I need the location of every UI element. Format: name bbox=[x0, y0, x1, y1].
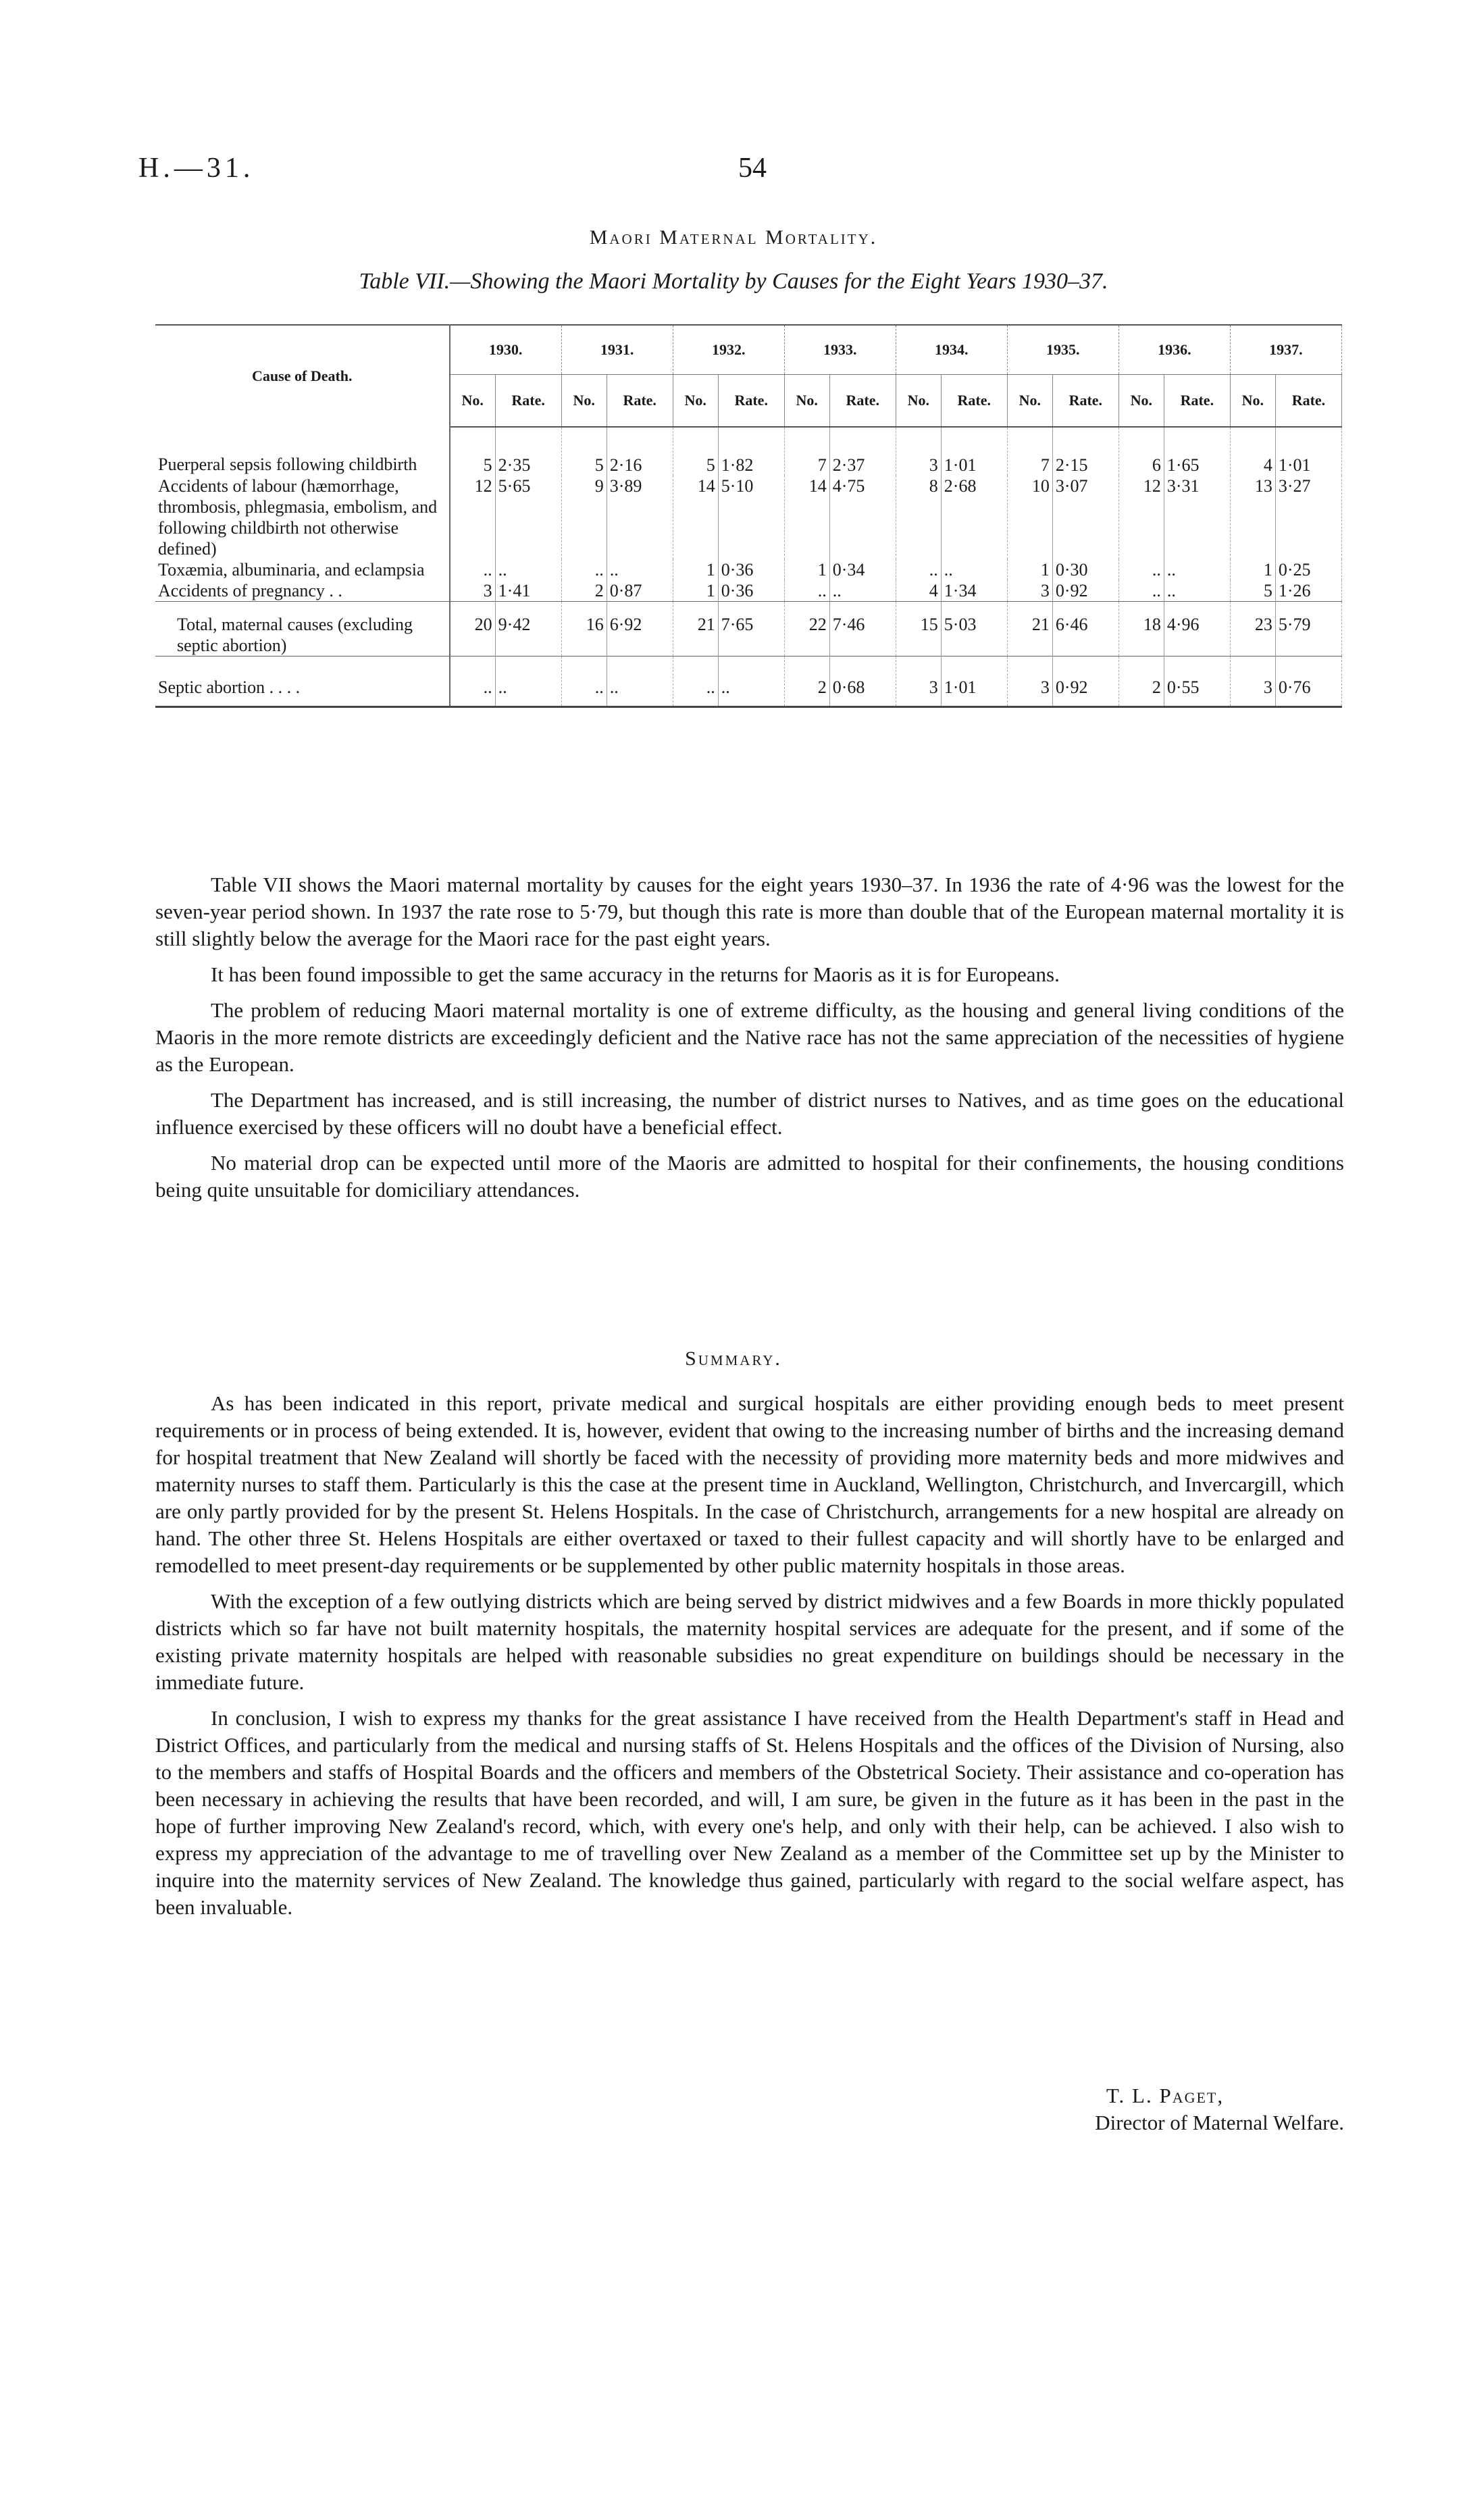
cause-cell bbox=[155, 657, 450, 707]
count-cell: 7 bbox=[784, 427, 829, 475]
rate-cell: 0·36 bbox=[718, 559, 784, 580]
count-cell: 16 bbox=[561, 602, 607, 657]
count-cell: 5 bbox=[450, 427, 496, 475]
rate-cell: 2·68 bbox=[941, 475, 1007, 559]
rate-cell: 0·25 bbox=[1275, 559, 1341, 580]
rate-column-header: Rate. bbox=[1052, 375, 1118, 428]
rate-cell: 1·01 bbox=[1275, 427, 1341, 475]
cause-cell bbox=[155, 559, 450, 580]
rate-cell: .. bbox=[941, 559, 1007, 580]
count-cell: 8 bbox=[896, 475, 941, 559]
rate-column-header: Rate. bbox=[607, 375, 673, 428]
count-cell: .. bbox=[896, 559, 941, 580]
table-year-header-row bbox=[155, 325, 1342, 375]
signature-title: Director of Maternal Welfare. bbox=[1095, 2111, 1344, 2134]
no-column-header: No. bbox=[450, 375, 496, 428]
table-commentary bbox=[155, 871, 1344, 1212]
rate-cell: 9·42 bbox=[495, 602, 561, 657]
paragraph: It has been found impossible to get the same accuracy in the returns for Maoris as it is for Europeans. bbox=[211, 962, 1060, 986]
no-column-header: No. bbox=[784, 375, 829, 428]
rate-cell: 0·55 bbox=[1164, 657, 1230, 707]
cause-label: Accidents of pregnancy . . bbox=[158, 581, 342, 600]
table-row bbox=[155, 580, 1342, 602]
count-cell: 1 bbox=[673, 580, 718, 602]
rate-cell: 4·96 bbox=[1164, 602, 1230, 657]
rate-column-header: Rate. bbox=[941, 375, 1007, 428]
cause-cell bbox=[155, 427, 450, 475]
count-cell: 4 bbox=[896, 580, 941, 602]
count-cell: 6 bbox=[1118, 427, 1164, 475]
count-cell: .. bbox=[561, 657, 607, 707]
table-row bbox=[155, 475, 1342, 559]
count-cell: 23 bbox=[1230, 602, 1275, 657]
rate-cell: 0·36 bbox=[718, 580, 784, 602]
mortality-table bbox=[155, 324, 1342, 708]
table-caption: Table VII.—Showing the Maori Mortality by Causes for the Eight Years 1930–37. bbox=[359, 269, 1108, 294]
count-cell: 3 bbox=[1007, 657, 1052, 707]
rate-cell: 1·41 bbox=[495, 580, 561, 602]
summary-title: Summary. bbox=[685, 1347, 782, 1370]
count-cell: 20 bbox=[450, 602, 496, 657]
count-cell: 22 bbox=[784, 602, 829, 657]
rate-cell: 1·01 bbox=[941, 427, 1007, 475]
rate-cell: 5·79 bbox=[1275, 602, 1341, 657]
paragraph: The Department has increased, and is still increasing, the number of district nurses to Natives, and as time goes on the educational influence exercised by these officers will no doubt have a beneficial effect. bbox=[155, 1088, 1344, 1139]
count-cell: 21 bbox=[1007, 602, 1052, 657]
year-header: 1935. bbox=[1007, 325, 1118, 375]
rate-cell: 0·87 bbox=[607, 580, 673, 602]
rate-cell: 7·46 bbox=[829, 602, 896, 657]
rate-cell: .. bbox=[718, 657, 784, 707]
paragraph: Table VII shows the Maori maternal mortality by causes for the eight years 1930–37. In 1936 the rate of 4·96 was the lowest for the seven-year period shown. In 1937 the rate rose to 5·79, but though this rate is more than double that of the European maternal mortality it is still slightly below the average for the Maori race for the past eight years. bbox=[155, 873, 1344, 950]
cause-label: Septic abortion . . . . bbox=[158, 677, 301, 697]
rate-cell: .. bbox=[495, 559, 561, 580]
table-row bbox=[155, 559, 1342, 580]
cause-label: Accidents of labour (hæmorrhage, thrombosis, phlegmasia, embolism, and following childbirth not otherwise defined) bbox=[158, 476, 438, 559]
count-cell: 10 bbox=[1007, 475, 1052, 559]
rate-cell: 1·82 bbox=[718, 427, 784, 475]
count-cell: 1 bbox=[1230, 559, 1275, 580]
no-column-header: No. bbox=[1230, 375, 1275, 428]
year-header: 1936. bbox=[1118, 325, 1230, 375]
count-cell: 5 bbox=[673, 427, 718, 475]
rate-cell: 0·68 bbox=[829, 657, 896, 707]
rate-cell: 1·34 bbox=[941, 580, 1007, 602]
count-cell: 7 bbox=[1007, 427, 1052, 475]
rate-cell: 3·27 bbox=[1275, 475, 1341, 559]
signature-name: T. L. Paget, bbox=[1106, 2084, 1225, 2107]
count-cell: .. bbox=[561, 559, 607, 580]
count-cell: 1 bbox=[784, 559, 829, 580]
rate-column-header: Rate. bbox=[495, 375, 561, 428]
count-cell: 2 bbox=[784, 657, 829, 707]
count-cell: 9 bbox=[561, 475, 607, 559]
count-cell: 5 bbox=[561, 427, 607, 475]
count-cell: .. bbox=[1118, 580, 1164, 602]
paragraph: The problem of reducing Maori maternal mortality is one of extreme difficulty, as the housing and general living conditions of the Maoris in the more remote districts are exceedingly deficient and the Native race has not the same appreciation of the necessities of hygiene as the European. bbox=[155, 998, 1344, 1076]
count-cell: .. bbox=[784, 580, 829, 602]
year-header: 1937. bbox=[1230, 325, 1341, 375]
rate-cell: 2·15 bbox=[1052, 427, 1118, 475]
rate-cell: 0·92 bbox=[1052, 657, 1118, 707]
signature-block bbox=[946, 2082, 1344, 2136]
rate-cell: 0·34 bbox=[829, 559, 896, 580]
rate-cell: 7·65 bbox=[718, 602, 784, 657]
rate-cell: 6·92 bbox=[607, 602, 673, 657]
count-cell: 2 bbox=[561, 580, 607, 602]
count-cell: 3 bbox=[450, 580, 496, 602]
no-column-header: No. bbox=[1118, 375, 1164, 428]
count-cell: 18 bbox=[1118, 602, 1164, 657]
rate-cell: .. bbox=[607, 559, 673, 580]
count-cell: 5 bbox=[1230, 580, 1275, 602]
rate-cell: .. bbox=[1164, 559, 1230, 580]
count-cell: 1 bbox=[673, 559, 718, 580]
year-header: 1933. bbox=[784, 325, 896, 375]
count-cell: 3 bbox=[896, 427, 941, 475]
cause-label: Puerperal sepsis following childbirth bbox=[158, 455, 417, 474]
count-cell: 14 bbox=[784, 475, 829, 559]
rate-cell: .. bbox=[607, 657, 673, 707]
rate-cell: 5·10 bbox=[718, 475, 784, 559]
no-column-header: No. bbox=[896, 375, 941, 428]
cause-cell bbox=[155, 602, 450, 657]
year-header: 1932. bbox=[673, 325, 784, 375]
paragraph: With the exception of a few outlying districts which are being served by district midwives and a few Boards in more thickly populated districts which so far have not built maternity hospitals, the maternity hospital services are adequate for the present, and if some of the existing private maternity hospitals are helped with reasonable subsidies no great expenditure on buildings should be necessary in the immediate future. bbox=[155, 1589, 1344, 1694]
paragraph: No material drop can be expected until more of the Maoris are admitted to hospital for their confinements, the housing conditions being quite unsuitable for domiciliary attendances. bbox=[155, 1151, 1344, 1202]
cause-label: Total, maternal causes (excluding septic abortion) bbox=[177, 615, 413, 655]
page-number: 54 bbox=[738, 153, 767, 184]
count-cell: 15 bbox=[896, 602, 941, 657]
rate-cell: 5·65 bbox=[495, 475, 561, 559]
rate-cell: 3·07 bbox=[1052, 475, 1118, 559]
cause-label: Toxæmia, albuminaria, and eclampsia bbox=[158, 560, 425, 580]
rate-cell: 1·01 bbox=[941, 657, 1007, 707]
rate-cell: 5·03 bbox=[941, 602, 1007, 657]
rate-cell: 2·37 bbox=[829, 427, 896, 475]
cause-cell bbox=[155, 475, 450, 559]
rate-cell: 2·16 bbox=[607, 427, 673, 475]
count-cell: 1 bbox=[1007, 559, 1052, 580]
count-cell: 12 bbox=[450, 475, 496, 559]
table-row bbox=[155, 602, 1342, 657]
table-row bbox=[155, 427, 1342, 475]
rate-column-header: Rate. bbox=[718, 375, 784, 428]
rate-cell: 3·31 bbox=[1164, 475, 1230, 559]
rate-cell: 6·46 bbox=[1052, 602, 1118, 657]
count-cell: 3 bbox=[896, 657, 941, 707]
rate-cell: 1·26 bbox=[1275, 580, 1341, 602]
count-cell: .. bbox=[673, 657, 718, 707]
count-cell: 4 bbox=[1230, 427, 1275, 475]
cause-cell bbox=[155, 580, 450, 602]
count-cell: 2 bbox=[1118, 657, 1164, 707]
rate-column-header: Rate. bbox=[1164, 375, 1230, 428]
count-cell: 12 bbox=[1118, 475, 1164, 559]
no-column-header: No. bbox=[1007, 375, 1052, 428]
rate-cell: 0·30 bbox=[1052, 559, 1118, 580]
document-reference: H.—31. bbox=[138, 153, 255, 184]
count-cell: 3 bbox=[1230, 657, 1275, 707]
count-cell: .. bbox=[450, 657, 496, 707]
cause-column-header: Cause of Death. bbox=[155, 325, 450, 427]
rate-cell: 2·35 bbox=[495, 427, 561, 475]
paragraph: In conclusion, I wish to express my thanks for the great assistance I have received from the Health Department's staff in Head and District Offices, and particularly from the medical and nursing staffs of St. Helens Hospitals and the offices of the Division of Nursing, also to the members and staffs of Hospital Boards and the officers and members of the Obstetrical Society. Their assistance and co-operation has been necessary in achieving the results that have been recorded, and will, I am sure, be given in the future as it has been in the past in the hope of further improving New Zealand's record, which, with every one's help, and only with their help, can be achieved. I also wish to express my appreciation of the advantage to me of travelling over New Zealand as a member of the Committee set up by the Minister to inquire into the maternity services of New Zealand. The knowledge thus gained, particularly with regard to the social welfare aspect, has been invaluable. bbox=[155, 1706, 1344, 1919]
table-row bbox=[155, 657, 1342, 707]
year-header: 1934. bbox=[896, 325, 1007, 375]
count-cell: 13 bbox=[1230, 475, 1275, 559]
rate-cell: .. bbox=[1164, 580, 1230, 602]
rate-cell: 1·65 bbox=[1164, 427, 1230, 475]
count-cell: 3 bbox=[1007, 580, 1052, 602]
rate-column-header: Rate. bbox=[1275, 375, 1341, 428]
rate-cell: .. bbox=[829, 580, 896, 602]
summary-body bbox=[155, 1390, 1344, 1930]
section-title: Maori Maternal Mortality. bbox=[589, 226, 878, 249]
count-cell: 14 bbox=[673, 475, 718, 559]
no-column-header: No. bbox=[561, 375, 607, 428]
rate-cell: 0·76 bbox=[1275, 657, 1341, 707]
year-header: 1931. bbox=[561, 325, 673, 375]
count-cell: 21 bbox=[673, 602, 718, 657]
no-column-header: No. bbox=[673, 375, 718, 428]
count-cell: .. bbox=[1118, 559, 1164, 580]
rate-cell: 3·89 bbox=[607, 475, 673, 559]
count-cell: .. bbox=[450, 559, 496, 580]
rate-cell: 4·75 bbox=[829, 475, 896, 559]
rate-column-header: Rate. bbox=[829, 375, 896, 428]
year-header: 1930. bbox=[450, 325, 562, 375]
rate-cell: 0·92 bbox=[1052, 580, 1118, 602]
paragraph: As has been indicated in this report, private medical and surgical hospitals are either providing enough beds to meet present requirements or in process of being extended. It is, however, evident that owing to the increasing number of births and the increasing demand for hospital treatment that New Zealand will shortly be faced with the necessity of providing more maternity beds and more midwives and maternity nurses to staff them. Particularly is this the case at the present time in Auckland, Wellington, Christchurch, and Invercargill, which are only partly provided for by the present St. Helens Hospitals. In the case of Christchurch, arrangements for a new hospital are already on hand. The other three St. Helens Hospitals are either overtaxed or taxed to their fullest capacity and will shortly have to be enlarged and remodelled to meet present-day requirements or be supplemented by other public maternity hospitals in those areas. bbox=[155, 1391, 1344, 1577]
rate-cell: .. bbox=[495, 657, 561, 707]
